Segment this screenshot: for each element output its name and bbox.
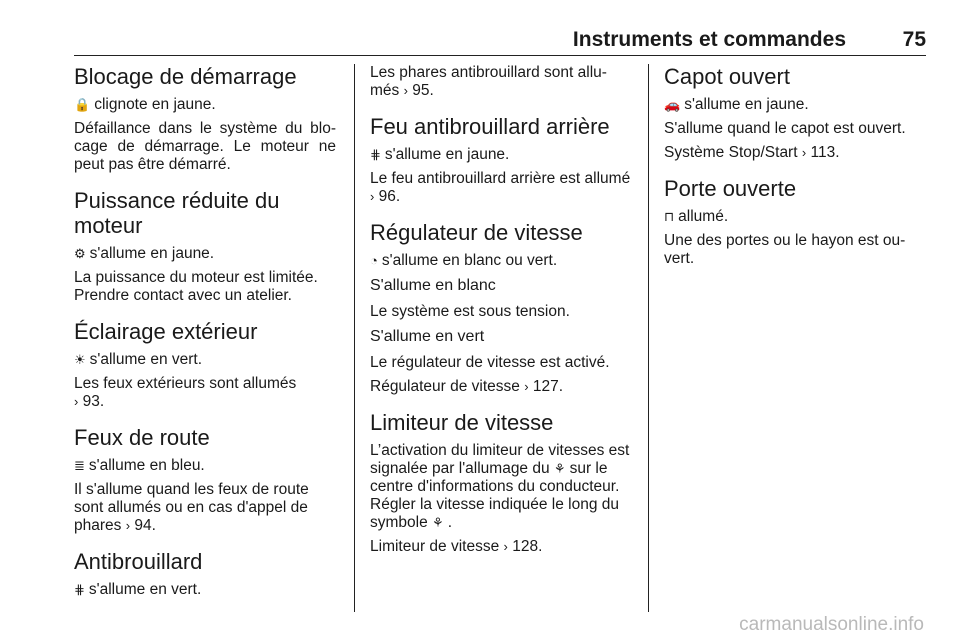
exterior-light-icon: ☀ <box>74 352 86 367</box>
status-text: s'allume en vert. <box>89 351 203 368</box>
status-line <box>74 245 336 263</box>
section-reduced-power <box>74 188 336 305</box>
section-body: La puissance du moteur est limitée. Prendre contact avec un atelier. <box>74 269 318 304</box>
page-ref-arrow: › <box>801 145 807 160</box>
section-heading: Puissance réduite du moteur <box>74 188 280 238</box>
cruise-control-icon: ◔ <box>370 253 378 268</box>
body-text: Les phares antibrouillard sont allu-més <box>370 64 607 99</box>
section-heading: Éclairage extérieur <box>74 319 258 344</box>
ref-text: Limiteur de vitesse <box>370 538 500 555</box>
section-heading: Porte ouverte <box>664 176 797 201</box>
section-door-open <box>664 176 926 268</box>
status-line <box>664 208 926 226</box>
page-ref[interactable]: 95. <box>412 82 434 99</box>
status-line <box>664 96 926 114</box>
section-body <box>74 481 336 535</box>
page-ref-arrow: › <box>74 394 79 409</box>
ref-text: Régulateur de vitesse <box>370 378 520 395</box>
status-line <box>370 146 632 164</box>
body-text: L’activation du limiteur de vitesses est signalée par l'allumage du <box>370 442 630 477</box>
column-separator <box>648 64 649 612</box>
page-ref-arrow: › <box>370 189 375 204</box>
section-ref <box>370 378 632 396</box>
page-ref-arrow: › <box>125 518 131 533</box>
section-rear-fog <box>370 114 632 206</box>
section-speed-limiter <box>370 410 632 556</box>
status-text: s'allume en jaune. <box>384 146 510 163</box>
section-heading: Antibrouillard <box>74 549 203 574</box>
section-ref <box>664 144 926 162</box>
section-cruise-control <box>370 220 632 396</box>
section-hood-open <box>664 64 926 162</box>
rear-fog-icon: ⋕ <box>370 147 381 162</box>
section-body: S'allume quand le capot est ouvert. <box>664 120 906 137</box>
header-title: Instruments et commandes <box>572 28 846 51</box>
subheading-green: S'allume en vert <box>370 328 485 345</box>
page-header <box>74 22 926 56</box>
status-line <box>74 581 336 599</box>
section-body: Le système est sous tension. <box>370 303 570 320</box>
section-fog-light <box>74 549 336 599</box>
section-ref <box>370 538 632 556</box>
page-number: 75 <box>902 28 926 51</box>
status-line <box>74 96 336 114</box>
section-high-beam <box>74 425 336 535</box>
column-separator <box>354 64 355 612</box>
section-heading: Capot ouvert <box>664 64 790 89</box>
status-line <box>74 351 336 369</box>
hood-open-icon: 🚗 <box>664 97 681 112</box>
page-ref[interactable]: 127. <box>532 378 564 395</box>
status-line <box>370 252 632 270</box>
header-rule <box>74 55 926 56</box>
status-text: s'allume en blanc ou vert. <box>381 252 558 269</box>
watermark: carmanualsonline.info <box>739 614 924 635</box>
status-text: s'allume en vert. <box>88 581 202 598</box>
page-ref-arrow: › <box>503 539 508 554</box>
section-heading: Régulateur de vitesse <box>370 220 583 245</box>
page-ref[interactable]: 94. <box>134 517 156 534</box>
page-ref-arrow: › <box>403 83 408 98</box>
section-immobilizer <box>74 64 336 174</box>
speed-limiter-icon: ⚘ <box>553 461 566 476</box>
section-exterior-light <box>74 319 336 411</box>
speed-limiter-icon: ⚘ <box>432 515 444 530</box>
body-text: . <box>447 514 452 531</box>
status-text: s'allume en jaune. <box>684 96 809 113</box>
immobilizer-icon: 🔒 <box>74 97 91 112</box>
status-text: clignote en jaune. <box>94 96 216 113</box>
body-text: Les feux extérieurs sont allumés <box>74 375 297 392</box>
page-ref[interactable]: 128. <box>512 538 543 555</box>
section-body <box>74 375 336 411</box>
section-body: Défaillance dans le système du blo-cage de démarrage. Le moteur ne peut pas être démarré. <box>74 120 336 173</box>
column-2 <box>370 64 632 570</box>
subheading-white: S'allume en blanc <box>370 277 496 294</box>
status-text: s'allume en bleu. <box>88 457 205 474</box>
high-beam-icon: ≣ <box>74 458 85 473</box>
column-3 <box>664 64 926 282</box>
section-body <box>370 64 632 100</box>
column-1 <box>74 64 336 613</box>
status-line <box>74 457 336 475</box>
section-body <box>370 442 632 532</box>
section-heading: Feu antibrouillard arrière <box>370 114 610 139</box>
status-text: s'allume en jaune. <box>89 245 215 262</box>
section-body <box>370 170 632 206</box>
section-heading: Blocage de démarrage <box>74 64 297 89</box>
page-ref[interactable]: 93. <box>82 393 105 410</box>
fog-intro <box>370 64 632 100</box>
reduced-power-icon: ⚙ <box>74 246 86 261</box>
section-heading: Feux de route <box>74 425 210 450</box>
page-ref[interactable]: 113. <box>810 144 840 161</box>
body-text: Le feu antibrouillard arrière est allumé <box>370 170 631 187</box>
section-body: Une des portes ou le hayon est ou-vert. <box>664 232 906 267</box>
ref-text: Système Stop/Start <box>664 144 798 161</box>
fog-light-icon: ⋕ <box>74 582 85 597</box>
body-text: sur le centre d'informations du conducteur. Régler la vitesse indiquée le long du symbole <box>370 460 620 531</box>
page-ref[interactable]: 96. <box>378 188 401 205</box>
section-heading: Limiteur de vitesse <box>370 410 554 435</box>
page-ref-arrow: › <box>524 379 529 394</box>
body-text: Il s'allume quand les feux de route sont allumés ou en cas d'appel de phares <box>74 481 309 534</box>
section-body: Le régulateur de vitesse est activé. <box>370 354 610 371</box>
status-text: allumé. <box>678 208 729 225</box>
door-open-icon: ⊓ <box>664 209 675 224</box>
